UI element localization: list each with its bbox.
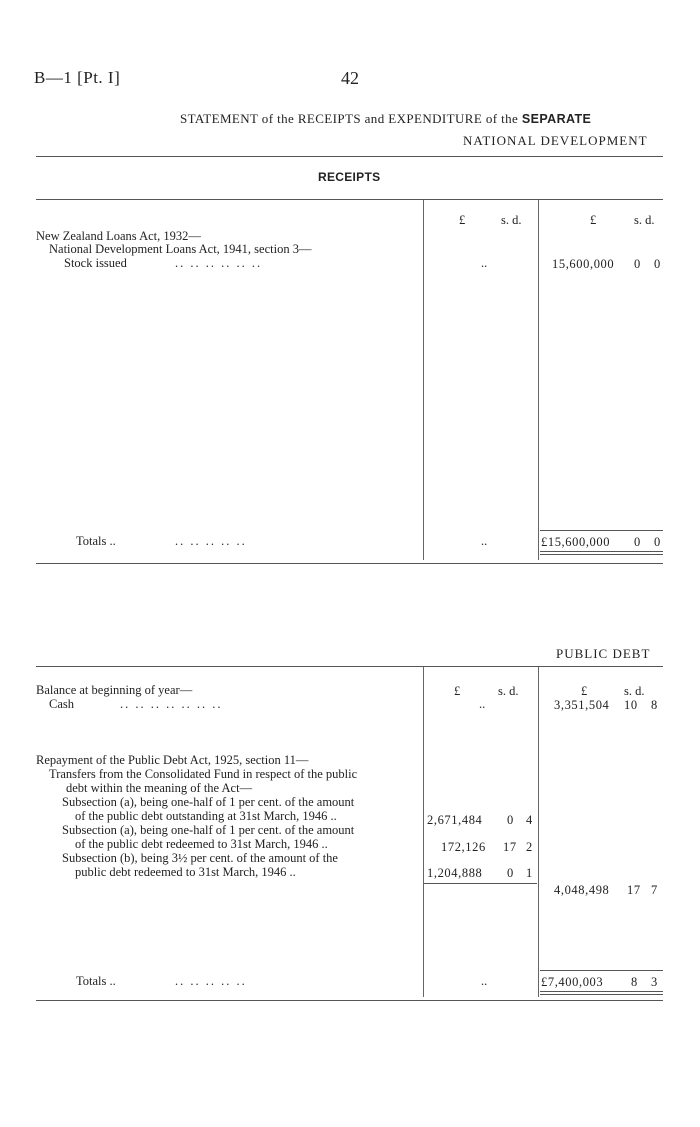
pd-repayment-line-8: Subsection (b), being 3½ per cent. of the amount of the xyxy=(62,851,338,865)
receipts-totals-amount: £15,600,000 xyxy=(541,535,611,549)
document-reference: B—1 [Pt. I] xyxy=(34,68,121,87)
pd-totals-label: Totals .. xyxy=(76,974,116,988)
receipts-col-a-sd: s. d. xyxy=(501,213,522,227)
pd-repayment-line-4: Subsection (a), being one-half of 1 per cent. of the amount xyxy=(62,795,355,809)
pd-subtotal-rule xyxy=(424,883,537,884)
pd-col-b-sd: s. d. xyxy=(624,684,645,698)
pd-repayment-line-9: public debt redeemed to 31st March, 1946 .. xyxy=(75,865,296,879)
pd-item2-amount: 172,126 xyxy=(441,840,486,854)
public-debt-col-divider-2 xyxy=(538,667,539,997)
receipts-col-b-sd: s. d. xyxy=(634,213,655,227)
receipts-line-1: New Zealand Loans Act, 1932— xyxy=(36,229,201,243)
receipts-totals-col-a: .. xyxy=(481,534,488,548)
pd-totals-col-a: .. xyxy=(481,974,488,988)
receipts-total-rule-double-2 xyxy=(540,554,663,555)
receipts-col-b-pound: £ xyxy=(590,213,597,227)
receipts-line-3-s: 0 xyxy=(634,257,641,271)
receipts-line-2: National Development Loans Act, 1941, section 3— xyxy=(49,242,312,256)
pd-repayment-line-7: of the public debt redeemed to 31st March, 1946 .. xyxy=(75,837,328,851)
statement-title-line2: NATIONAL DEVELOPMENT xyxy=(463,133,648,148)
receipts-line-3-dots: .. .. .. .. .. .. xyxy=(175,256,263,270)
pd-balance-col-a: .. xyxy=(479,697,486,711)
receipts-col-divider-1 xyxy=(423,200,424,560)
pd-subtotal-s: 17 xyxy=(627,883,641,897)
receipts-col-a-pound: £ xyxy=(459,213,466,227)
receipts-col-divider-2 xyxy=(538,200,539,560)
receipts-line-3-d: 0 xyxy=(654,257,661,271)
pd-totals-d: 3 xyxy=(651,975,658,989)
rule-top xyxy=(36,156,663,157)
pd-item3-amount: 1,204,888 xyxy=(427,866,483,880)
pd-repayment-line-6: Subsection (a), being one-half of 1 per cent. of the amount xyxy=(62,823,355,837)
pd-totals-amount: £7,400,003 xyxy=(541,975,604,989)
pd-subtotal-amount: 4,048,498 xyxy=(554,883,610,897)
public-debt-heading: PUBLIC DEBT xyxy=(556,646,651,661)
page-number: 42 xyxy=(341,68,359,88)
pd-item1-amount: 2,671,484 xyxy=(427,813,483,827)
pd-col-a-sd: s. d. xyxy=(498,684,519,698)
pd-totals-s: 8 xyxy=(631,975,638,989)
pd-repayment-line-3: debt within the meaning of the Act— xyxy=(66,781,253,795)
pd-item1-d: 4 xyxy=(526,813,533,827)
statement-title-line1 xyxy=(180,111,591,127)
pd-total-rule-double-2 xyxy=(540,994,663,995)
pd-col-b-pound: £ xyxy=(581,684,588,698)
receipts-total-rule-top xyxy=(540,530,663,531)
statement-title-bold: SEPARATE xyxy=(521,112,592,126)
statement-title-prefix: STATEMENT of the RECEIPTS and EXPENDITURE of the xyxy=(180,111,519,126)
receipts-bottom-rule xyxy=(36,563,663,564)
pd-total-rule-top xyxy=(540,970,663,971)
receipts-heading: RECEIPTS xyxy=(318,170,381,184)
receipts-totals-label: Totals .. xyxy=(76,534,116,548)
receipts-totals-d: 0 xyxy=(654,535,661,549)
receipts-totals-s: 0 xyxy=(634,535,641,549)
pd-item3-d: 1 xyxy=(526,866,533,880)
pd-balance-line-1: Balance at beginning of year— xyxy=(36,683,193,697)
pd-totals-dots: .. .. .. .. .. xyxy=(175,974,247,988)
pd-item2-d: 2 xyxy=(526,840,533,854)
receipts-line-3-amount: 15,600,000 xyxy=(552,257,615,271)
pd-repayment-line-1: Repayment of the Public Debt Act, 1925, section 11— xyxy=(36,753,309,767)
pd-balance-s: 10 xyxy=(624,698,638,712)
public-debt-bottom-rule xyxy=(36,1000,663,1001)
pd-repayment-line-2: Transfers from the Consolidated Fund in respect of the public xyxy=(49,767,358,781)
receipts-totals-dots: .. .. .. .. .. xyxy=(175,534,247,548)
pd-balance-amount: 3,351,504 xyxy=(554,698,610,712)
pd-item2-s: 17 xyxy=(503,840,517,854)
pd-subtotal-d: 7 xyxy=(651,883,658,897)
receipts-rule xyxy=(36,199,663,200)
receipts-total-rule-double-1 xyxy=(540,551,663,552)
pd-balance-d: 8 xyxy=(651,698,658,712)
pd-item1-s: 0 xyxy=(507,813,514,827)
pd-repayment-line-5: of the public debt outstanding at 31st March, 1946 .. xyxy=(75,809,337,823)
pd-balance-dots: .. .. .. .. .. .. .. xyxy=(120,697,223,711)
receipts-line-3-col-a: .. xyxy=(481,256,488,270)
public-debt-col-divider-1 xyxy=(423,667,424,997)
public-debt-rule xyxy=(36,666,663,667)
pd-total-rule-double-1 xyxy=(540,991,663,992)
pd-col-a-pound: £ xyxy=(454,684,461,698)
pd-balance-line-2: Cash xyxy=(49,697,74,711)
receipts-line-3: Stock issued xyxy=(64,256,127,270)
pd-item3-s: 0 xyxy=(507,866,514,880)
